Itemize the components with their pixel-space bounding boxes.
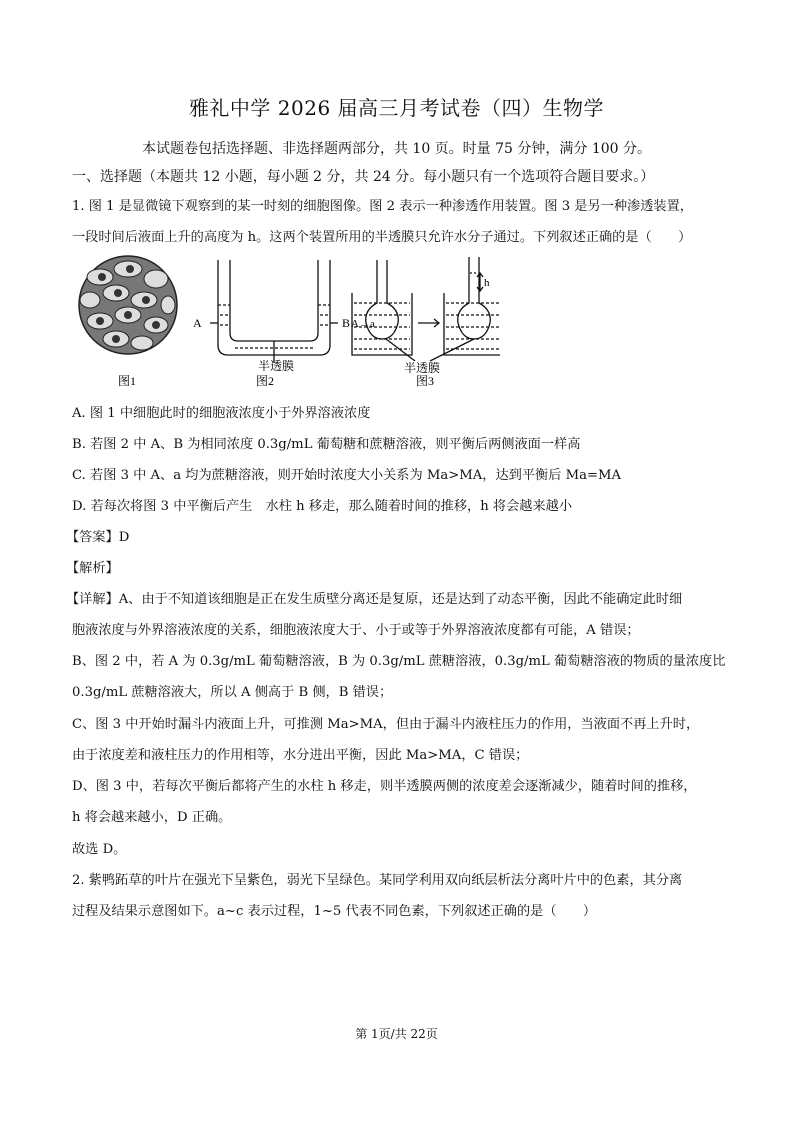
q1-analysis-label: 【解析】 [66, 561, 119, 576]
fig2-u-tube [210, 260, 338, 363]
fig3-osmometer [352, 257, 500, 361]
page-title: 雅礼中学 2026 届高三月考试卷（四）生物学 [188, 96, 605, 120]
fig2-label-a: A [193, 316, 202, 330]
q1-figure [70, 255, 500, 395]
fig1-cell-image [79, 256, 177, 354]
fig2-label-b: B [342, 316, 351, 330]
fig1-caption: 图1 [118, 374, 137, 388]
q1-stem-line2: 一段时间后液面上升的高度为 h。这两个装置所用的半透膜只允许水分子通过。下列叙述正确的是（ ） [72, 230, 692, 245]
q1-explain-line: 【详解】A、由于不知道该细胞是正在发生质壁分离还是复原，还是达到了动态平衡，因此不能确定此时细 [66, 592, 683, 607]
q1-option-b: B. 若图 2 中 A、B 为相同浓度 0.3g/mL 葡萄糖和蔗糖溶液，则平衡后两侧液面一样高 [72, 437, 581, 452]
page-footer: 第 1页/共 22页 [355, 1027, 438, 1041]
fig2-membrane-label: 半透膜 [258, 359, 295, 373]
q1-answer: 【答案】D [66, 530, 130, 545]
q1-conclusion: 故选 D。 [72, 842, 127, 857]
q1-explain-line: D、图 3 中，若每次平衡后都将产生的水柱 h 移走，则半透膜两侧的浓度差会逐渐减少，随着时间的推移， [72, 779, 697, 794]
q1-explain-line: 0.3g/mL 蔗糖溶液大，所以 A 侧高于 B 侧，B 错误； [72, 685, 393, 700]
q2-stem-line2: 过程及结果示意图如下。a~c 表示过程，1~5 代表不同色素，下列叙述正确的是（ ） [72, 904, 597, 919]
q1-explain-line: h 将会越来越小，D 正确。 [72, 810, 232, 825]
q1-explain-line: 胞液浓度与外界溶液浓度的关系，细胞液浓度大于、小于或等于外界溶液浓度都有可能，A 错误； [72, 623, 640, 638]
q1-explain-line: 由于浓度差和液柱压力的作用相等，水分进出平衡，因此 Ma>MA，C 错误； [72, 748, 529, 763]
fig3-label-h: h [484, 277, 490, 289]
q2-stem-line1: 2. 紫鸭跖草的叶片在强光下呈紫色，弱光下呈绿色。某同学利用双向纸层析法分离叶片中的色素，其分离 [72, 873, 683, 888]
fig3-label-a-to-a: A→a [351, 318, 375, 330]
q1-option-c: C. 若图 3 中 A、a 均为蔗糖溶液，则开始时浓度大小关系为 Ma>MA，达到平衡后 Ma=MA [72, 468, 622, 483]
fig3-membrane-label: 半透膜 [404, 361, 441, 375]
q1-explain-line: B、图 2 中，若 A 为 0.3g/mL 葡萄糖溶液，B 为 0.3g/mL 蔗糖溶液，0.3g/mL 葡萄糖溶液的物质的量浓度比 [72, 654, 726, 669]
q1-stem-line1: 1. 图 1 是显微镜下观察到的某一时刻的细胞图像。图 2 表示一种渗透作用装置。图 3 是另一种渗透装置， [72, 199, 693, 214]
exam-intro: 本试题卷包括选择题、非选择题两部分，共 10 页。时量 75 分钟，满分 100 分。 [141, 141, 652, 157]
q1-option-d: D. 若每次将图 3 中平衡后产生 水柱 h 移走，那么随着时间的推移，h 将会越来越小 [72, 499, 573, 514]
q1-option-a: A. 图 1 中细胞此时的细胞液浓度小于外界溶液浓度 [72, 406, 371, 421]
q1-explain-line: C、图 3 中开始时漏斗内液面上升，可推测 Ma>MA，但由于漏斗内液柱压力的作用，当液面不再上升时， [72, 717, 700, 732]
fig2-caption: 图2 [256, 374, 275, 388]
section-heading: 一、选择题（本题共 12 小题，每小题 2 分，共 24 分。每小题只有一个选项符合题目要求。） [72, 169, 655, 185]
fig3-caption: 图3 [416, 374, 435, 388]
